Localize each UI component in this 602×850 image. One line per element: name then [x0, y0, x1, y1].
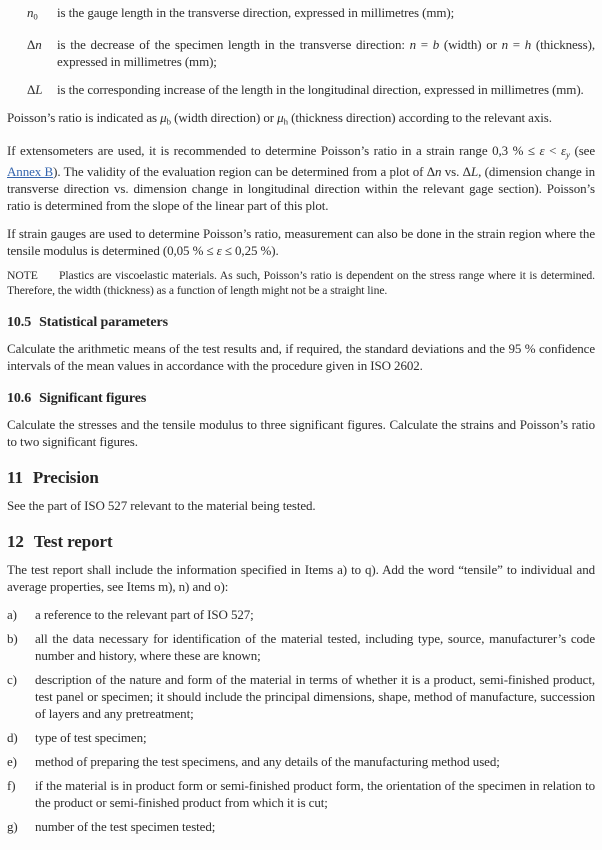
report-item — [7, 606, 595, 623]
text-segment: (thickness direction) according to the relevant axis. — [287, 110, 552, 126]
text-segment: n — [35, 37, 42, 53]
text-segment: See the part of ISO 527 relevant to the material being tested. — [7, 498, 316, 514]
paragraph — [7, 142, 595, 214]
heading-number: 10.6 — [7, 391, 32, 407]
symbol-definition — [57, 36, 595, 70]
text-segment: a reference to the relevant part of ISO 527; — [35, 607, 254, 623]
text-segment: , (dimension change in transverse direction vs. dimension change in longitudinal direction within the relevant gage section). Poisson’s ratio is determined from the slope of the linear part of this plot. — [7, 164, 595, 214]
item-marker: g) — [7, 819, 18, 835]
text-segment: Calculate the stresses and the tensile modulus to three significant figures. Calculate the strains and Poisson’s ratio to two significant figures. — [7, 417, 595, 450]
item-marker: e) — [7, 754, 17, 770]
report-item — [7, 777, 595, 811]
annex-b-link[interactable]: Annex B — [7, 164, 54, 180]
item-marker: b) — [7, 631, 18, 647]
heading-number: 11 — [7, 468, 23, 488]
text-segment: = — [416, 37, 433, 53]
text-segment: (width direction) or — [171, 110, 278, 126]
heading-title: Significant figures — [39, 391, 147, 407]
text-segment: ). The validity of the evaluation region can be determined from a plot of Δ — [53, 164, 435, 180]
definition-item — [27, 81, 595, 98]
text-segment: If extensometers are used, it is recommended to determine Poisson’s ratio in a strain range 0,3 % ≤ — [7, 142, 540, 158]
text-segment: is the decrease of the specimen length in the transverse direction: — [57, 37, 410, 53]
symbol-definition — [57, 81, 595, 98]
text-segment: is the corresponding increase of the length in the longitudinal direction, expressed in millimetres (mm). — [57, 82, 584, 98]
item-text — [35, 729, 595, 746]
item-marker: d) — [7, 730, 18, 746]
text-segment: all the data necessary for identification of the material tested, including type, source, manufacturer’s code number and history, where these are known; — [35, 631, 595, 664]
paragraph — [7, 497, 595, 514]
text-segment: ε — [216, 243, 222, 259]
symbol-definition — [57, 4, 595, 25]
subclause-heading — [7, 314, 595, 332]
text-segment: (thickness), expressed in millimetres (mm); — [57, 37, 595, 70]
text-segment: Δ — [27, 37, 36, 53]
item-text — [35, 818, 595, 835]
definition-item — [27, 4, 595, 25]
text-segment: vs. Δ — [441, 164, 471, 180]
symbol-term — [27, 4, 57, 25]
text-segment: h — [283, 116, 288, 127]
symbol-term — [27, 81, 57, 98]
clause-heading — [7, 531, 595, 552]
text-segment: ε — [539, 142, 545, 158]
note-paragraph — [7, 268, 595, 298]
paragraph — [7, 109, 595, 130]
text-segment: μ — [277, 110, 284, 126]
text-segment: Poisson’s ratio is indicated as — [7, 110, 161, 126]
heading-number: 10.5 — [7, 315, 32, 331]
text-segment: h — [524, 37, 532, 53]
report-item-list — [7, 606, 595, 835]
text-segment: 0 — [33, 11, 38, 22]
text-segment: Plastics are viscoelastic materials. As such, Poisson’s ratio is dependent on the stress range where it is determined. Therefore, the width (thickness) as a function of length might not be a straight line. — [7, 269, 595, 298]
text-segment: = — [508, 37, 525, 53]
definition-item — [27, 36, 595, 70]
item-text — [35, 777, 595, 811]
text-segment: ε — [560, 142, 566, 158]
symbol-term — [27, 36, 57, 70]
text-segment: n — [27, 5, 34, 20]
report-item — [7, 630, 595, 664]
paragraph — [7, 340, 595, 374]
item-marker: a) — [7, 607, 17, 623]
text-segment: n — [409, 37, 417, 53]
text-segment: The test report shall include the information specified in Items a) to q). Add the word “tensile” to individual and average properties, see Items m), n) and o): — [7, 562, 595, 595]
text-segment: < — [544, 142, 561, 158]
text-segment: n — [434, 164, 442, 180]
heading-number: 12 — [7, 532, 24, 552]
item-text — [35, 606, 595, 623]
clause-heading — [7, 467, 595, 488]
item-text — [35, 630, 595, 664]
text-segment: b — [432, 37, 440, 53]
text-segment: is the gauge length in the transverse direction, expressed in millimetres (mm); — [57, 5, 455, 20]
heading-title: Test report — [33, 532, 113, 552]
report-item — [7, 753, 595, 770]
subclause-heading — [7, 390, 595, 408]
report-item — [7, 729, 595, 746]
text-segment: If strain gauges are used to determine Poisson’s ratio, measurement can also be done in the strain region where the tensile modulus is determined (0,05 % ≤ — [7, 226, 595, 259]
definition-list — [7, 4, 595, 98]
item-marker: f) — [7, 778, 16, 794]
paragraph — [7, 225, 595, 259]
text-segment: b — [166, 116, 172, 127]
text-segment: L — [470, 164, 479, 180]
note-label: NOTE — [7, 269, 38, 283]
heading-title: Statistical parameters — [39, 315, 168, 331]
text-segment: (width) or — [439, 37, 502, 53]
text-segment: (see — [569, 142, 595, 158]
text-segment: method of preparing the test specimens, and any details of the manufacturing method used; — [35, 754, 500, 770]
text-segment: ≤ 0,25 %). — [221, 243, 279, 259]
text-segment: L — [35, 82, 43, 98]
text-segment: y — [565, 149, 570, 160]
paragraph — [7, 561, 595, 595]
document-content — [7, 4, 595, 835]
text-segment: n — [501, 37, 508, 53]
paragraph — [7, 416, 595, 450]
heading-title: Precision — [32, 468, 99, 488]
text-segment: if the material is in product form or semi-finished product form, the orientation of the specimen in relation to the product or semi-finished product from which it is cut; — [35, 778, 595, 811]
item-text — [35, 753, 595, 770]
text-segment: number of the test specimen tested; — [35, 819, 216, 835]
text-segment: type of test specimen; — [35, 730, 147, 746]
text-segment: Δ — [27, 82, 36, 98]
item-marker: c) — [7, 672, 17, 688]
text-segment: description of the nature and form of the material in terms of whether it is a product, semi-finished product, test panel or specimen; it should include the principal dimensions, shape, method of manufacture, succession of layers and any pretreatment; — [35, 672, 595, 722]
item-text — [35, 671, 595, 722]
report-item — [7, 671, 595, 722]
text-segment: Calculate the arithmetic means of the test results and, if required, the standard deviations and the 95 % confidence intervals of the mean values in accordance with the procedure given in ISO 2602. — [7, 341, 595, 374]
text-segment: μ — [160, 110, 167, 126]
report-item — [7, 818, 595, 835]
